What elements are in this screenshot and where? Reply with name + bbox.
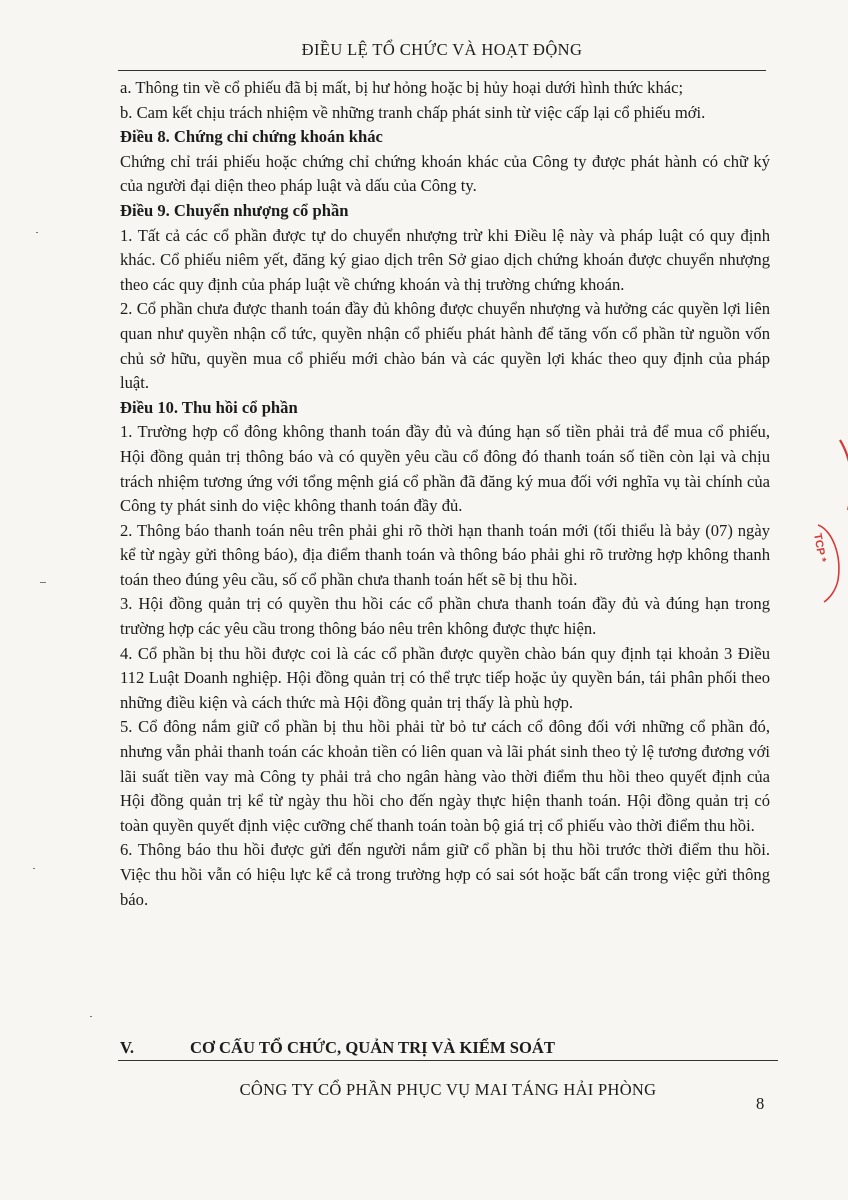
scan-speck: [36, 232, 38, 233]
section-title: CƠ CẤU TỔ CHỨC, QUẢN TRỊ VÀ KIỂM SOÁT: [190, 1038, 555, 1057]
article-10-clause-5: 5. Cổ đông nắm giữ cổ phần bị thu hồi phải từ bỏ tư cách cổ đông đối với những cổ phần đó, nhưng vẫn phải thanh toán các khoản tiền có liên quan và lãi phát sinh theo tỷ lệ tương đương với lãi suất tiền vay mà Công ty phải trả cho ngân hàng vào thời điểm thu hồi theo quyết định của Hội đồng quản trị kể từ ngày thu hồi cho đến ngày thực hiện thanh toán. Hội đồng quản trị có toàn quyền quyết định việc cưỡng chế thanh toán toàn bộ giá trị cổ phiếu vào thời điểm thu hồi.: [120, 717, 770, 835]
page-header: ĐIỀU LỆ TỔ CHỨC VÀ HOẠT ĐỘNG: [301, 40, 583, 59]
article-8-heading: Điều 8. Chứng chỉ chứng khoán khác: [120, 127, 383, 147]
footer-divider: [118, 1060, 778, 1061]
section-heading: [120, 1036, 770, 1060]
paragraph-item-a: a. Thông tin về cổ phiếu đã bị mất, bị hư hỏng hoặc bị hủy hoại dưới hình thức khác;: [120, 78, 684, 97]
page-number: 8: [756, 1094, 765, 1113]
seal-outer-arc: [840, 440, 848, 510]
paragraph-item-b: b. Cam kết chịu trách nhiệm về những tranh chấp phát sinh từ việc cấp lại cổ phiếu mới.: [120, 102, 706, 122]
section-number: V.: [120, 1038, 134, 1057]
scan-speck: [33, 868, 35, 869]
seal-text: TCP *: [811, 532, 828, 564]
article-10-clause-4: 4. Cổ phần bị thu hồi được coi là các cổ phần được quyền chào bán quy định tại khoản 3 Điều 112 Luật Doanh nghiệp. Hội đồng quản trị có thể trực tiếp hoặc ủy quyền bán, tái phân phối theo những điều kiện và cách thức mà Hội đồng quản trị thấy là phù hợp.: [120, 643, 770, 712]
company-seal-fragment: [800, 430, 848, 630]
article-9-heading: Điều 9. Chuyển nhượng cổ phần: [120, 200, 349, 220]
article-9-clause-2: 2. Cổ phần chưa được thanh toán đầy đủ không được chuyển nhượng và hưởng các quyền lợi liên quan như quyền nhận cổ tức, quyền nhận cổ phiếu phát hành để tăng vốn cổ phần từ nguồn vốn chủ sở hữu, quyền mua cổ phiếu mới chào bán và các quyền lợi khác theo quy định của pháp luật.: [120, 299, 770, 393]
article-8-paragraph: Chứng chỉ trái phiếu hoặc chứng chỉ chứng khoán khác của Công ty được phát hành có chữ ký của người đại diện theo pháp luật và dấu của Công ty.: [120, 151, 770, 196]
page-footer: CÔNG TY CỔ PHẦN PHỤC VỤ MAI TÁNG HẢI PHÒNG: [239, 1080, 657, 1099]
scan-speck: [40, 582, 46, 583]
header-divider: [118, 70, 766, 71]
article-10-clause-2: 2. Thông báo thanh toán nêu trên phải ghi rõ thời hạn thanh toán mới (tối thiểu là bảy (07) ngày kể từ ngày gửi thông báo), địa điểm thanh toán và thông báo phải ghi rõ trường hợp không thanh toán theo đúng yêu cầu, số cổ phần chưa thanh toán hết sẽ bị thu hồi.: [120, 520, 770, 589]
article-9-clause-1: 1. Tất cả các cổ phần được tự do chuyển nhượng trừ khi Điều lệ này và pháp luật có quy định khác. Cổ phiếu niêm yết, đăng ký giao dịch trên Sở giao dịch chứng khoán được chuyển nhượng theo các quy định của pháp luật về chứng khoán và thị trường chứng khoán.: [120, 225, 770, 294]
document-body: [120, 76, 770, 912]
article-10-clause-6: 6. Thông báo thu hồi được gửi đến người nắm giữ cổ phần bị thu hồi trước thời điểm thu hồi. Việc thu hồi vẫn có hiệu lực kể cả trong trường hợp có sai sót hoặc bất cẩn trong việc gửi thông báo.: [120, 840, 770, 909]
article-10-clause-1: 1. Trường hợp cổ đông không thanh toán đầy đủ và đúng hạn số tiền phải trả để mua cổ phiếu, Hội đồng quản trị thông báo và có quyền yêu cầu cổ đông đó thanh toán số tiền còn lại và chịu trách nhiệm tương ứng với tổng mệnh giá cổ phần đã đăng ký mua đối với nghĩa vụ tài chính của Công ty phát sinh do việc không thanh toán đầy đủ.: [120, 422, 770, 516]
article-10-clause-3: 3. Hội đồng quản trị có quyền thu hồi các cổ phần chưa thanh toán đầy đủ và đúng hạn trong trường hợp các yêu cầu trong thông báo nêu trên không được thực hiện.: [120, 594, 770, 639]
scan-speck: [90, 1016, 92, 1017]
article-10-heading: Điều 10. Thu hồi cổ phần: [120, 397, 298, 417]
